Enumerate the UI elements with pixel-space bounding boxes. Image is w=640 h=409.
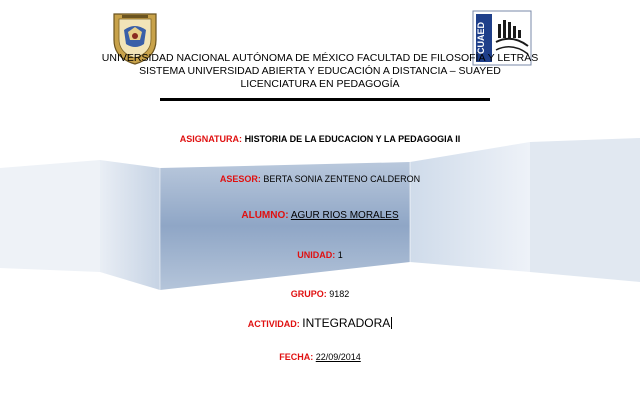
alumno-label: ALUMNO:	[241, 210, 289, 221]
header-divider	[160, 98, 490, 101]
unidad-label: UNIDAD:	[297, 250, 336, 260]
grupo-value: 9182	[329, 289, 350, 299]
field-alumno	[0, 210, 640, 221]
field-grupo	[0, 289, 640, 299]
cuaed-logo-text: CUAED	[476, 21, 486, 55]
institution-header: UNIVERSIDAD NACIONAL AUTÓNOMA DE MÉXICO FACULTAD DE FILOSOFÍA Y LETRAS SISTEMA UNIVERSIDAD ABIERTA Y EDUCACIÓN A DISTANCIA – SUAYED LICENCIATURA EN PEDAGOGÍA	[101, 52, 539, 90]
fecha-label: FECHA:	[279, 352, 314, 362]
field-fecha	[0, 352, 640, 362]
fecha-value: 22/09/2014	[315, 352, 361, 362]
field-asesor	[0, 174, 640, 184]
field-actividad	[0, 316, 640, 330]
field-asignatura	[0, 134, 640, 144]
unidad-value: 1	[337, 250, 343, 260]
text-cursor	[391, 317, 392, 329]
field-unidad	[0, 250, 640, 260]
actividad-label: ACTIVIDAD:	[247, 319, 300, 329]
asesor-value: BERTA SONIA ZENTENO CALDERON	[263, 174, 421, 184]
alumno-value: AGUR RIOS MORALES	[290, 210, 399, 221]
asignatura-label: ASIGNATURA:	[179, 134, 243, 144]
asesor-label: ASESOR:	[219, 174, 261, 184]
asignatura-value: HISTORIA DE LA EDUCACION Y LA PEDAGOGIA II	[244, 134, 461, 144]
grupo-label: GRUPO:	[290, 289, 327, 299]
actividad-value: INTEGRADORA	[302, 316, 391, 330]
